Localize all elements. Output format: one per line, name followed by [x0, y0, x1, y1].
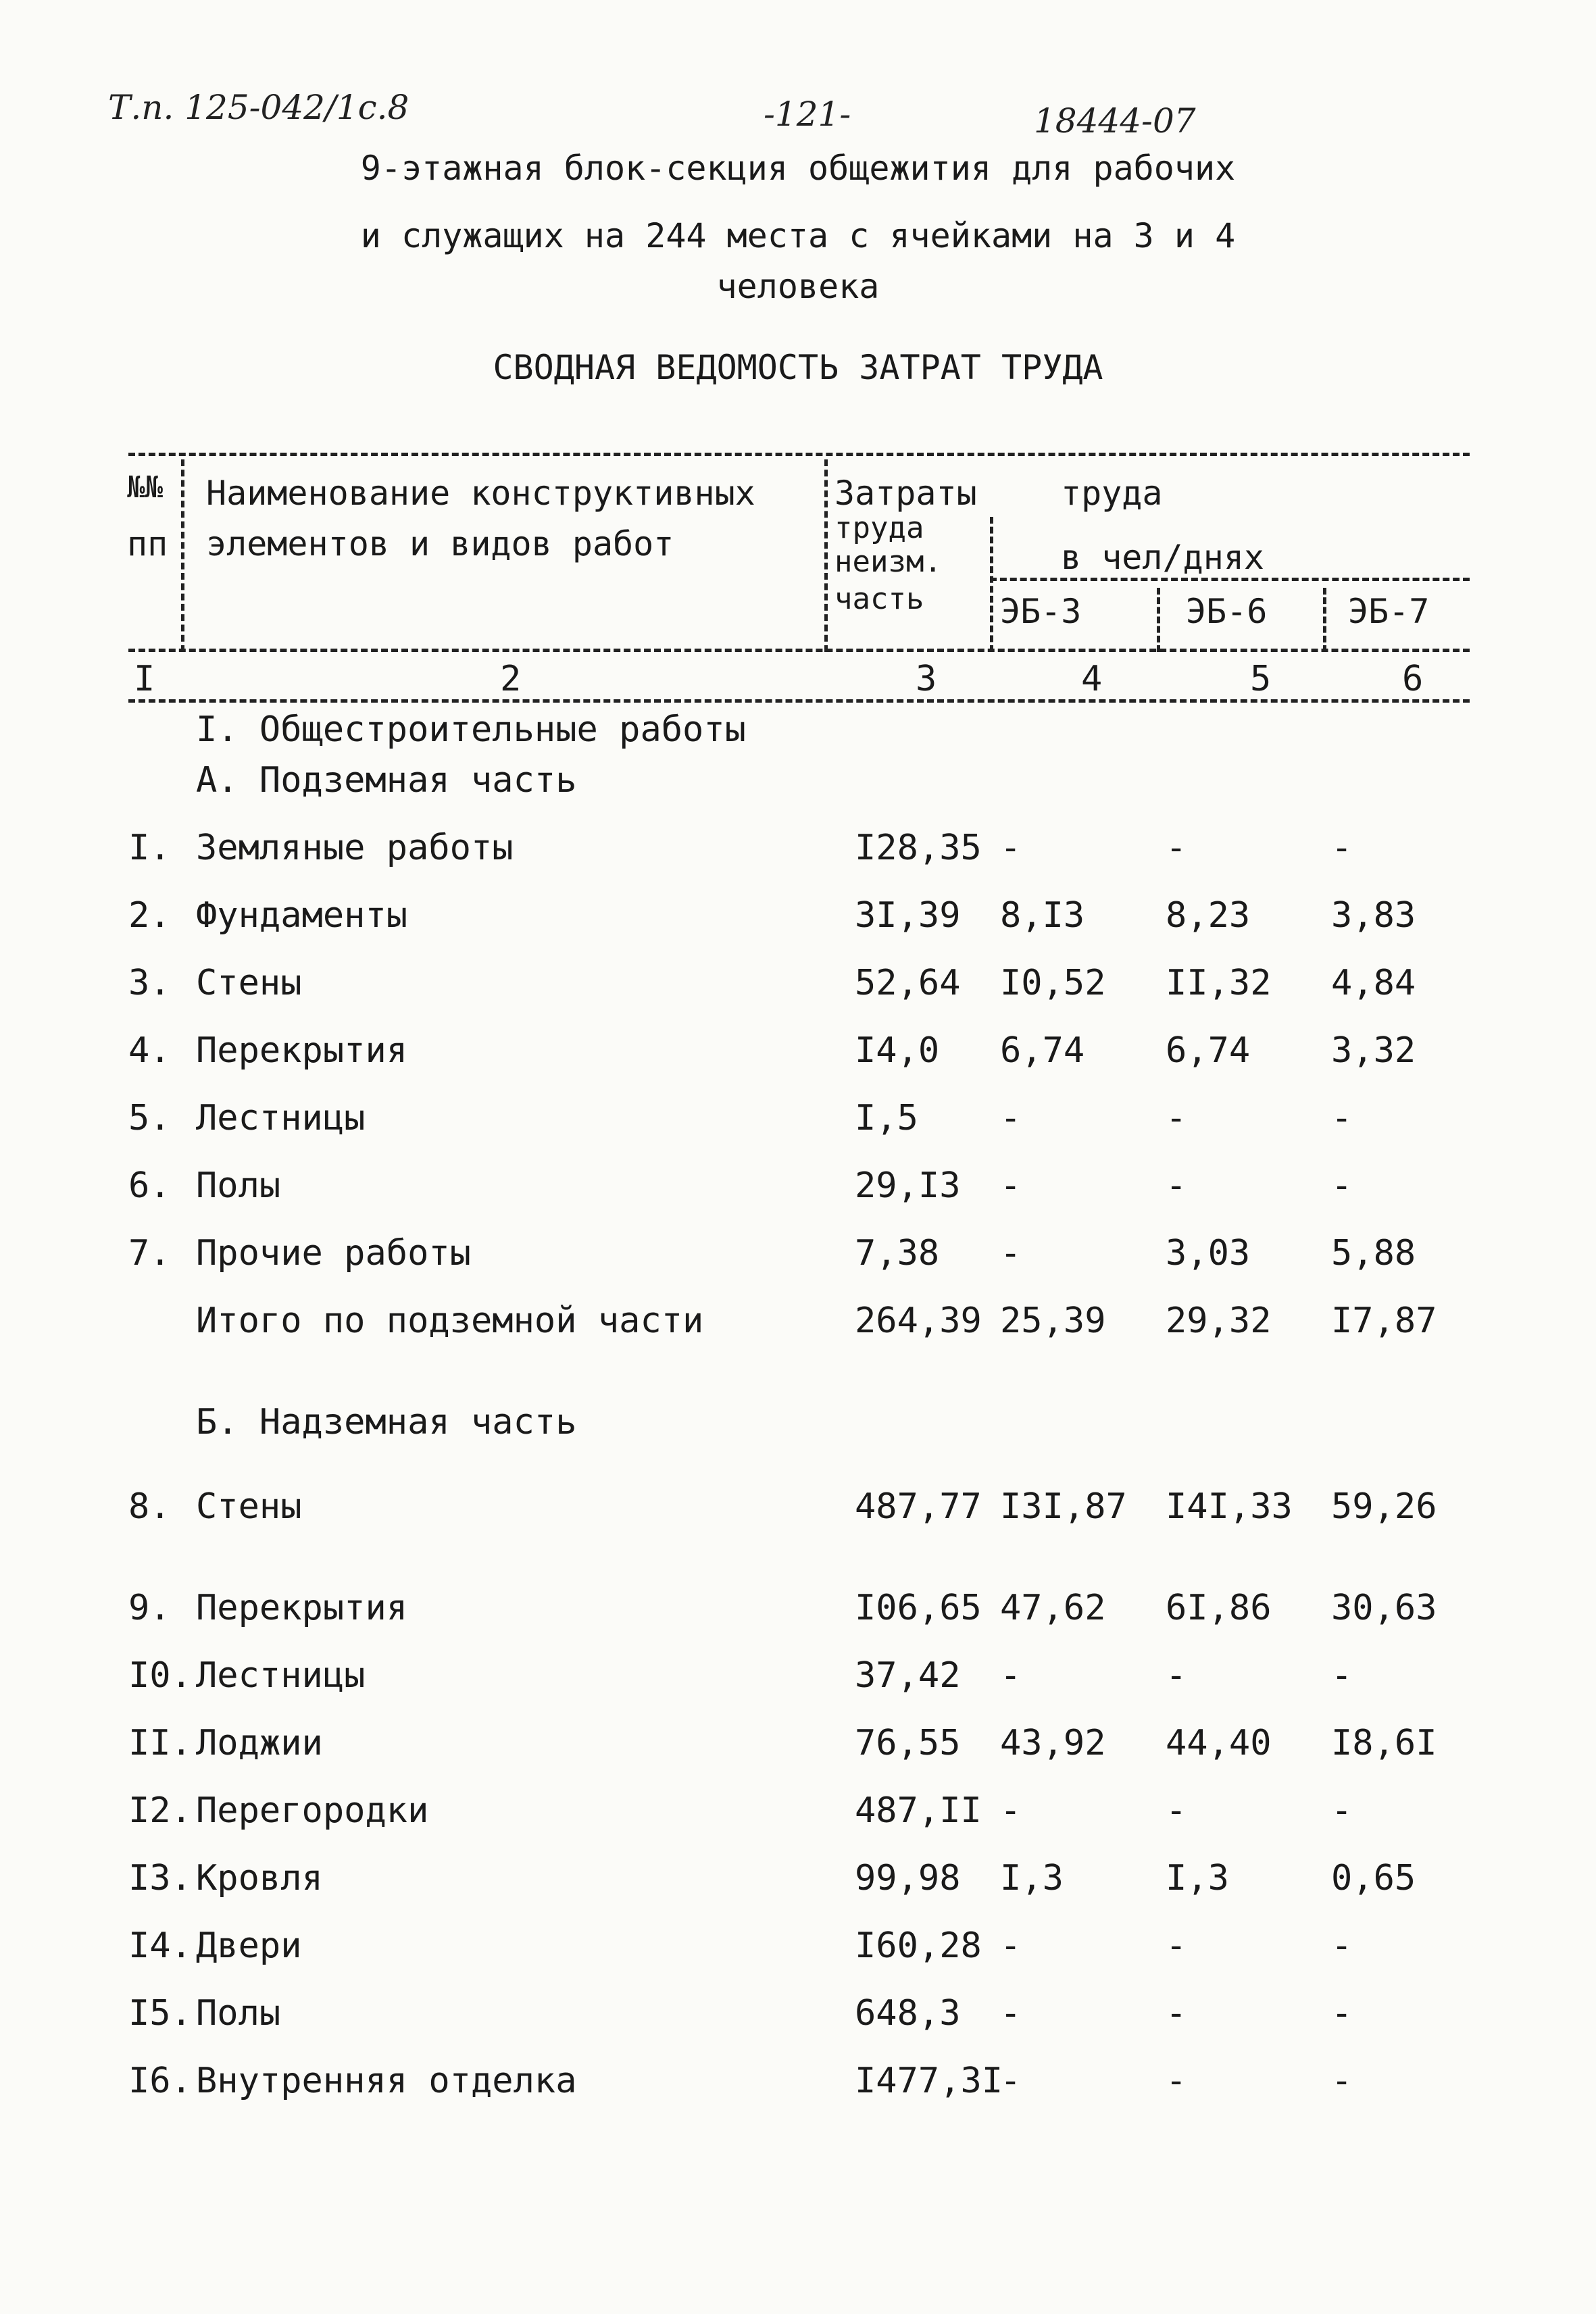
document-heading: СВОДНАЯ ВЕДОМОСТЬ ЗАТРАТ ТРУДА	[493, 348, 1103, 387]
row-number: 8.	[128, 1486, 171, 1527]
row-col4: 8,I3	[1000, 895, 1085, 936]
table-row	[0, 1858, 1596, 1912]
row-col4: -	[1000, 1098, 1022, 1138]
row-col5: 8,23	[1166, 895, 1251, 936]
header-divider-1	[181, 459, 184, 652]
row-number: 2.	[128, 895, 171, 936]
row-col5: 3,03	[1166, 1233, 1251, 1274]
total-col6: I7,87	[1331, 1301, 1437, 1341]
row-col6: -	[1331, 1993, 1353, 2034]
row-col3: 487,77	[855, 1486, 982, 1527]
row-name: Полы	[196, 1165, 281, 1206]
row-col5: 6,74	[1166, 1030, 1251, 1071]
row-col3: I,5	[855, 1098, 918, 1138]
row-col4: -	[1000, 2061, 1022, 2101]
header-divider-5	[1323, 588, 1326, 652]
row-col6: -	[1331, 1098, 1353, 1138]
header-eb6: ЭБ-6	[1186, 592, 1268, 631]
table-row	[0, 1926, 1596, 1980]
row-number: I2.	[128, 1790, 192, 1831]
col-number: 4	[1081, 659, 1103, 699]
row-name: Двери	[196, 1926, 302, 1966]
row-col3: 29,I3	[855, 1165, 961, 1206]
row-name: Стены	[196, 963, 302, 1003]
header-units: в чел/днях	[1061, 538, 1265, 577]
row-col6: 0,65	[1331, 1858, 1416, 1898]
row-number: 5.	[128, 1098, 171, 1138]
total-label: Итого по подземной части	[196, 1301, 704, 1341]
row-col3: 487,II	[855, 1790, 982, 1831]
row-name: Внутренняя отделка	[196, 2061, 577, 2101]
col-number: 6	[1402, 659, 1424, 699]
row-number: I5.	[128, 1993, 192, 2034]
archive-number-mark: 18444-07	[1034, 101, 1196, 141]
row-number: 7.	[128, 1233, 171, 1274]
row-col3: 648,3	[855, 1993, 961, 2034]
row-col3: 76,55	[855, 1723, 961, 1763]
row-col6: 3,32	[1331, 1030, 1416, 1071]
row-col6: -	[1331, 1790, 1353, 1831]
row-number: I0.	[128, 1655, 192, 1696]
row-col5: 44,40	[1166, 1723, 1272, 1763]
header-divider-4	[1157, 588, 1160, 652]
section-a: А. Подземная часть	[196, 760, 577, 801]
header-name-line2: элементов и видов работ	[206, 524, 674, 563]
row-col6: 30,63	[1331, 1588, 1437, 1628]
header-divider-2	[824, 459, 828, 652]
row-number: 9.	[128, 1588, 171, 1628]
row-col3: 37,42	[855, 1655, 961, 1696]
table-row	[0, 1588, 1596, 1642]
table-row	[0, 828, 1596, 882]
row-col3: I28,35	[855, 828, 982, 868]
row-number: 3.	[128, 963, 171, 1003]
col-number: 2	[500, 659, 522, 699]
row-col5: -	[1166, 1790, 1187, 1831]
row-col4: -	[1000, 1165, 1022, 1206]
table-row	[0, 1165, 1596, 1219]
row-col4: -	[1000, 1655, 1022, 1696]
row-col5: II,32	[1166, 963, 1272, 1003]
row-col5: -	[1166, 1655, 1187, 1696]
table-row	[0, 963, 1596, 1017]
row-col6: 5,88	[1331, 1233, 1416, 1274]
row-name: Лоджии	[196, 1723, 323, 1763]
header-col3-line1: труда	[834, 511, 924, 545]
header-divider-3	[990, 517, 993, 652]
project-code-mark: Т.п. 125-042/1с.8	[108, 88, 409, 127]
row-number: I6.	[128, 2061, 192, 2101]
row-col5: I4I,33	[1166, 1486, 1293, 1527]
row-col6: 59,26	[1331, 1486, 1437, 1527]
row-col6: -	[1331, 1926, 1353, 1966]
row-name: Земляные работы	[196, 828, 514, 868]
row-col4: 6,74	[1000, 1030, 1085, 1071]
title-line-3: человека	[716, 267, 880, 306]
row-col4: 43,92	[1000, 1723, 1106, 1763]
row-name: Прочие работы	[196, 1233, 471, 1274]
column-number-rule	[128, 699, 1470, 703]
row-col3: I60,28	[855, 1926, 982, 1966]
row-col4: 47,62	[1000, 1588, 1106, 1628]
header-col3-line3: часть	[834, 582, 924, 616]
header-bottom-rule	[128, 649, 1470, 652]
row-name: Полы	[196, 1993, 281, 2034]
header-col3-line2: неизм.	[834, 545, 942, 579]
section-general: I. Общестроительные работы	[196, 709, 746, 750]
table-row	[0, 1790, 1596, 1844]
row-col6: -	[1331, 1655, 1353, 1696]
total-col5: 29,32	[1166, 1301, 1272, 1341]
row-col3: 7,38	[855, 1233, 940, 1274]
row-name: Лестницы	[196, 1655, 366, 1696]
row-name: Лестницы	[196, 1098, 366, 1138]
table-row	[0, 1233, 1596, 1287]
page-number-mark: -121-	[764, 95, 851, 134]
row-number: I4.	[128, 1926, 192, 1966]
table-row	[0, 1993, 1596, 2047]
table-row	[0, 895, 1596, 949]
row-name: Стены	[196, 1486, 302, 1527]
row-col5: -	[1166, 1926, 1187, 1966]
table-row	[0, 1486, 1596, 1540]
row-number: 6.	[128, 1165, 171, 1206]
row-col3: 52,64	[855, 963, 961, 1003]
row-col5: 6I,86	[1166, 1588, 1272, 1628]
col-number: I	[134, 659, 155, 699]
header-eb7: ЭБ-7	[1348, 592, 1430, 631]
row-col4: -	[1000, 1790, 1022, 1831]
total-col4: 25,39	[1000, 1301, 1106, 1341]
row-col4: I0,52	[1000, 963, 1106, 1003]
row-name: Перегородки	[196, 1790, 429, 1831]
row-col3: I477,3I	[855, 2061, 1003, 2101]
title-line-1: 9-этажная блок-секция общежития для рабочих	[360, 149, 1236, 188]
row-number: II.	[128, 1723, 192, 1763]
col-number: 3	[916, 659, 937, 699]
row-col3: I06,65	[855, 1588, 982, 1628]
section-b: Б. Надземная часть	[196, 1402, 577, 1442]
column-number-row	[0, 659, 1596, 713]
row-col5: -	[1166, 2061, 1187, 2101]
row-number: I3.	[128, 1858, 192, 1898]
row-number: I.	[128, 828, 171, 868]
row-col5: -	[1166, 1993, 1187, 2034]
row-col4: I,3	[1000, 1858, 1064, 1898]
header-sub-rule	[990, 578, 1470, 581]
row-number: 4.	[128, 1030, 171, 1071]
row-col4: -	[1000, 1926, 1022, 1966]
row-name: Кровля	[196, 1858, 323, 1898]
row-col5: -	[1166, 1098, 1187, 1138]
row-col5: -	[1166, 1165, 1187, 1206]
row-col4: -	[1000, 1993, 1022, 2034]
row-name: Перекрытия	[196, 1588, 408, 1628]
row-col6: -	[1331, 828, 1353, 868]
row-col6: -	[1331, 2061, 1353, 2101]
row-col6: 3,83	[1331, 895, 1416, 936]
header-name-line1: Наименование конструктивных	[206, 474, 755, 513]
header-eb3: ЭБ-3	[1000, 592, 1082, 631]
table-row	[0, 2061, 1596, 2115]
total-col3: 264,39	[855, 1301, 982, 1341]
row-col5: -	[1166, 828, 1187, 868]
row-col6: I8,6I	[1331, 1723, 1437, 1763]
header-truda: труда	[1061, 474, 1163, 513]
row-col6: -	[1331, 1165, 1353, 1206]
row-col3: I4,0	[855, 1030, 940, 1071]
row-col3: 99,98	[855, 1858, 961, 1898]
header-num-line2: пп	[127, 524, 168, 563]
total-row	[0, 1301, 1596, 1355]
header-zatraty: Затраты	[834, 474, 977, 513]
table-row	[0, 1030, 1596, 1084]
table-row	[0, 1655, 1596, 1709]
row-col6: 4,84	[1331, 963, 1416, 1003]
row-name: Фундаменты	[196, 895, 408, 936]
row-col4: I3I,87	[1000, 1486, 1127, 1527]
table-row	[0, 1723, 1596, 1777]
row-col4: -	[1000, 828, 1022, 868]
header-num-line1: №№	[127, 470, 163, 505]
row-name: Перекрытия	[196, 1030, 408, 1071]
title-line-2: и служащих на 244 места с ячейками на 3 и 4	[360, 216, 1236, 255]
header-top-rule	[128, 453, 1470, 456]
row-col3: 3I,39	[855, 895, 961, 936]
row-col5: I,3	[1166, 1858, 1229, 1898]
row-col4: -	[1000, 1233, 1022, 1274]
col-number: 5	[1250, 659, 1272, 699]
table-row	[0, 1098, 1596, 1152]
